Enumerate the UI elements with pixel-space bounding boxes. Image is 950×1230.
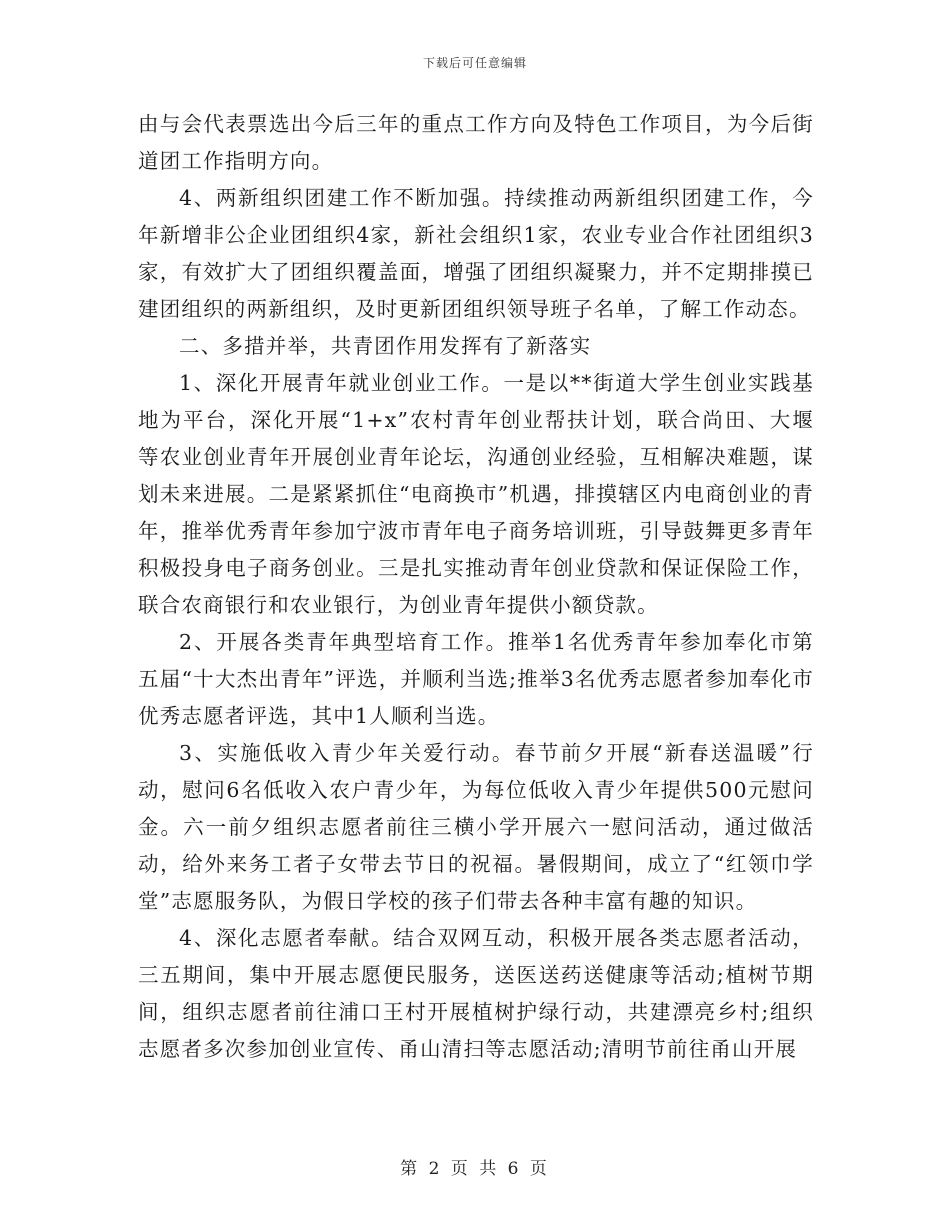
paragraph-continuation: 由与会代表票选出今后三年的重点工作方向及特色工作项目，为今后街道团工作指明方向。 <box>138 112 814 173</box>
page-header-note: 下载后可任意编辑 <box>422 56 527 70</box>
section-heading-2: 二、多措并举，共青团作用发挥有了新落实 <box>179 334 592 358</box>
paragraph-item-4-two-new-orgs: 4、两新组织团建工作不断加强。持续推动两新组织团建工作，今年新增非公企业团组织4家，新社会组织1家，农业专业合作社团组织3家，有效扩大了团组织覆盖面，增强了团组织凝聚力，并不定期排摸已建团组织的两新组织，及时更新团组织领导班子名单，了解工作动态。 <box>138 186 814 321</box>
paragraph-item-4-volunteers: 4、深化志愿者奉献。结合双网互动，积极开展各类志愿者活动，三五期间，集中开展志愿便民服务，送医送药送健康等活动;植树节期间，组织志愿者前往浦口王村开展植树护绿行动，共建漂亮乡村;组织志愿者多次参加创业宣传、甬山清扫等志愿活动;清明节前往甬山开展 <box>138 926 814 1061</box>
paragraph-item-1-employment: 1、深化开展青年就业创业工作。一是以**街道大学生创业实践基地为平台，深化开展“1+x”农村青年创业帮扶计划，联合尚田、大堰等农业创业青年开展创业青年论坛，沟通创业经验，互相解决难题，谋划未来进展。二是紧紧抓住“电商换市”机遇，排摸辖区内电商创业的青年，推举优秀青年参加宁波市青年电子商务培训班，引导鼓舞更多青年积极投身电子商务创业。三是扎实推动青年创业贷款和保证保险工作，联合农商银行和农业银行，为创业青年提供小额贷款。 <box>138 371 814 617</box>
paragraph-item-3-care-action: 3、实施低收入青少年关爱行动。春节前夕开展“新春送温暖”行动，慰问6名低收入农户青少年，为每位低收入青少年提供500元慰问金。六一前夕组织志愿者前往三横小学开展六一慰问活动，通过做活动，给外来务工者子女带去节日的祝福。暑假期间，成立了“红领巾学堂”志愿服务队，为假日学校的孩子们带去各种丰富有趣的知识。 <box>138 741 814 913</box>
page-number: 第 2 页 共 6 页 <box>400 1159 550 1179</box>
document-body <box>138 106 814 1068</box>
paragraph-item-2-youth-models: 2、开展各类青年典型培育工作。推举1名优秀青年参加奉化市第五届“十大杰出青年”评选，并顺利当选;推举3名优秀志愿者参加奉化市优秀志愿者评选，其中1人顺利当选。 <box>138 630 814 728</box>
